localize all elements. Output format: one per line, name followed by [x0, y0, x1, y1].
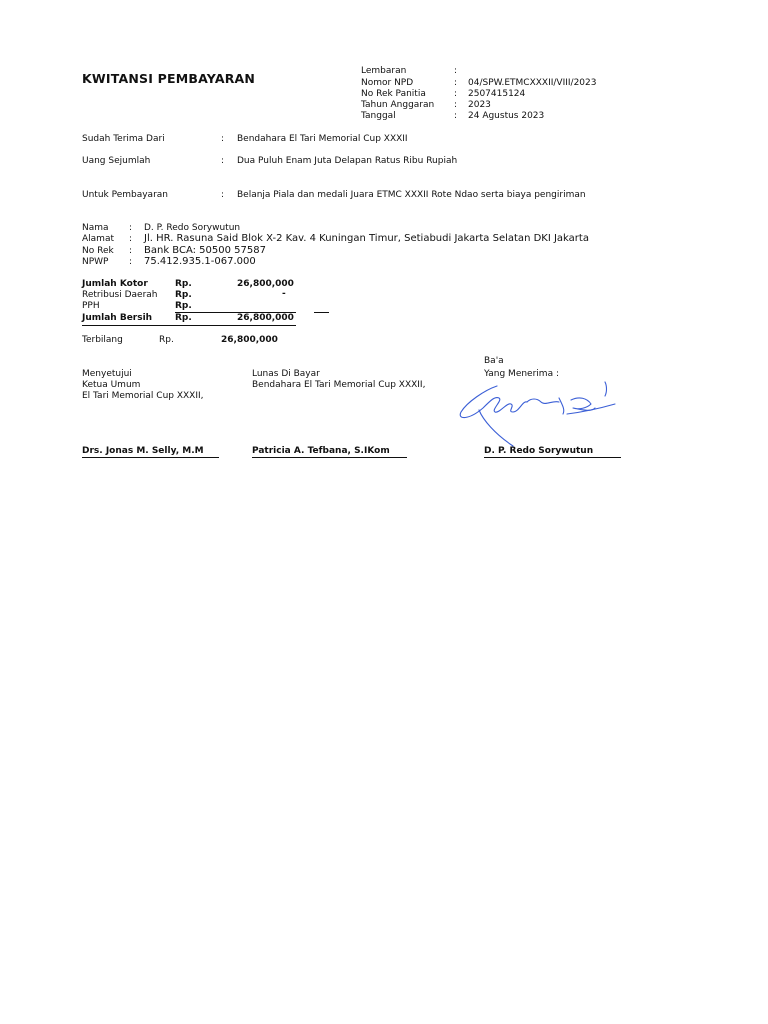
meta-label-tanggal: Tanggal: [361, 111, 396, 121]
approver-line1: Menyetujui: [82, 369, 132, 379]
meta-label-tahun-anggaran: Tahun Anggaran: [361, 100, 435, 110]
received-from-label: Sudah Terima Dari: [82, 134, 165, 144]
meta-colon: :: [454, 111, 458, 121]
terbilang-value: 26,800,000: [221, 335, 278, 345]
approver-line3: El Tari Memorial Cup XXXII,: [82, 391, 204, 401]
currency-label: Rp.: [175, 313, 192, 323]
meta-colon: :: [454, 78, 458, 88]
treasurer-line1: Lunas Di Bayar: [252, 369, 320, 379]
regional-levy-value: -: [282, 289, 286, 299]
document-title: KWITANSI PEMBAYARAN: [82, 71, 256, 86]
net-underline: [82, 325, 296, 326]
payee-npwp-label: NPWP: [82, 257, 109, 267]
regional-levy-label: Retribusi Daerah: [82, 290, 158, 300]
terbilang-label: Terbilang: [82, 335, 123, 345]
field-colon: :: [221, 156, 225, 166]
payee-colon: :: [129, 246, 133, 256]
payee-account-value: Bank BCA: 50500 57587: [144, 245, 266, 256]
terbilang-currency: Rp.: [159, 335, 174, 345]
payee-colon: :: [129, 234, 133, 244]
recipient-name: D. P. Redo Sorywutun: [484, 446, 594, 456]
field-colon: :: [221, 134, 225, 144]
payee-address-value: Jl. HR. Rasuna Said Blok X-2 Kav. 4 Kuningan Timur, Setiabudi Jakarta Selatan DKI Jakarta: [144, 233, 589, 244]
treasurer-signature-line: [252, 457, 407, 458]
treasurer-name: Patricia A. Tefbana, S.IKom: [252, 446, 390, 456]
treasurer-line2: Bendahara El Tari Memorial Cup XXXII,: [252, 380, 426, 390]
payee-colon: :: [129, 223, 133, 233]
meta-label-lembaran: Lembaran: [361, 66, 407, 76]
currency-label: Rp.: [175, 279, 192, 289]
payee-colon: :: [129, 257, 133, 267]
meta-label-no-rek-panitia: No Rek Panitia: [361, 89, 426, 99]
gross-amount-label: Jumlah Kotor: [82, 279, 148, 289]
payee-npwp-value: 75.412.935.1-067.000: [144, 256, 256, 267]
net-amount-value: 26,800,000: [237, 313, 294, 323]
gross-amount-value: 26,800,000: [237, 279, 294, 289]
purpose-label: Untuk Pembayaran: [82, 190, 168, 200]
meta-value-no-rek-panitia: 2507415124: [468, 89, 526, 99]
meta-colon: :: [454, 100, 458, 110]
meta-value-tanggal: 24 Agustus 2023: [468, 111, 545, 121]
purpose-value: Belanja Piala dan medali Juara ETMC XXXII Rote Ndao serta biaya pengiriman: [237, 190, 586, 200]
approver-line2: Ketua Umum: [82, 380, 141, 390]
meta-value-nomor-npd: 04/SPW.ETMCXXXII/VIII/2023: [468, 78, 597, 88]
recipient-signature-line: [484, 457, 621, 458]
meta-value-tahun-anggaran: 2023: [468, 100, 491, 110]
meta-colon: :: [454, 66, 458, 76]
currency-label: Rp.: [175, 290, 192, 300]
payee-address-label: Alamat: [82, 234, 114, 244]
meta-label-nomor-npd: Nomor NPD: [361, 78, 414, 88]
place-label: Ba'a: [484, 356, 504, 366]
received-from-value: Bendahara El Tari Memorial Cup XXXII: [237, 134, 408, 144]
subtotal-divider-short: [314, 312, 329, 313]
approver-name: Drs. Jonas M. Selly, M.M: [82, 446, 204, 456]
recipient-line1: Yang Menerima :: [484, 369, 559, 379]
payee-name-value: D. P. Redo Sorywutun: [144, 223, 241, 233]
pph-label: PPH: [82, 301, 100, 311]
approver-signature-line: [82, 457, 219, 458]
amount-words-label: Uang Sejumlah: [82, 156, 151, 166]
field-colon: :: [221, 190, 225, 200]
recipient-signature-image: [455, 376, 625, 451]
payee-account-label: No Rek: [82, 246, 114, 256]
amount-words-value: Dua Puluh Enam Juta Delapan Ratus Ribu Rupiah: [237, 156, 458, 166]
currency-label: Rp.: [175, 301, 192, 311]
meta-colon: :: [454, 89, 458, 99]
net-amount-label: Jumlah Bersih: [82, 313, 153, 323]
payee-name-label: Nama: [82, 223, 109, 233]
